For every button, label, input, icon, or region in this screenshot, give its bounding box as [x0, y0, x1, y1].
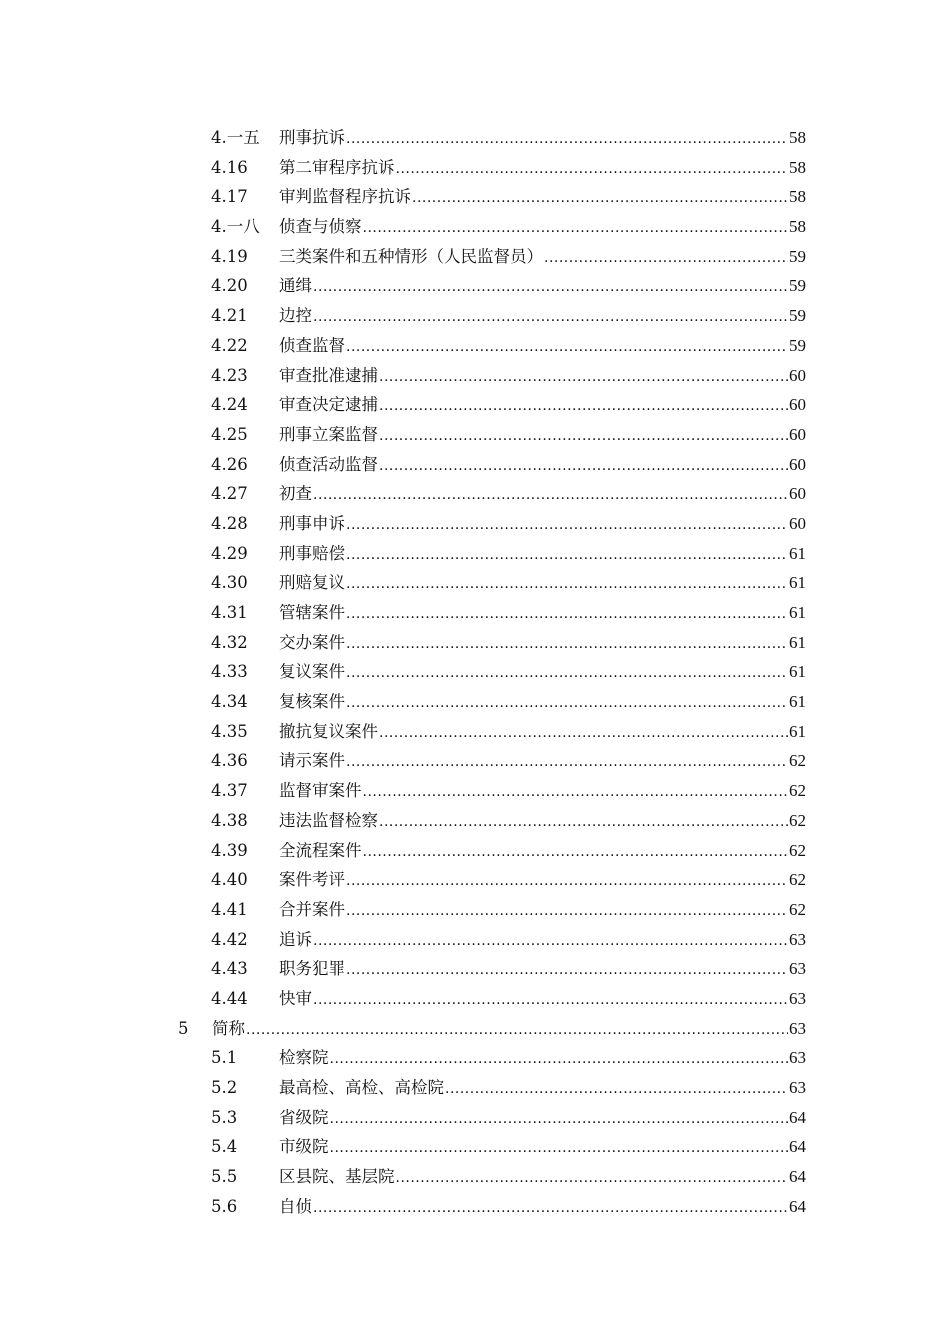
- toc-entry-number: 4.31: [211, 603, 248, 622]
- toc-entry[interactable]: [0, 984, 950, 1014]
- toc-entry-page-number: 61: [789, 632, 806, 652]
- toc-entry-number: 4.25: [211, 424, 248, 444]
- toc-entry-title: 三类案件和五种情形（人民监督员）: [279, 246, 543, 266]
- toc-entry-line: [279, 1192, 806, 1224]
- toc-entry-line: [279, 331, 806, 363]
- dot-leader: [346, 333, 788, 363]
- toc-entry-number: 4.19: [211, 246, 248, 266]
- toc-entry-page-number: 63: [789, 959, 806, 979]
- toc-entry[interactable]: [0, 717, 950, 747]
- toc-entry-line: [279, 598, 806, 630]
- toc-entry-page-number: 58: [789, 128, 806, 147]
- dot-leader: [363, 214, 789, 244]
- dot-leader: [346, 689, 788, 719]
- toc-entry-line: [279, 895, 806, 927]
- toc-entry-title: 审查决定逮捕: [279, 395, 378, 415]
- toc-entry[interactable]: [0, 242, 950, 272]
- dot-leader: [330, 1105, 789, 1135]
- toc-entry-number: 4.21: [211, 306, 248, 326]
- toc-entry-line: [279, 687, 806, 719]
- toc-entry-number: 5.3: [211, 1107, 238, 1127]
- toc-entry-number: 4.32: [211, 632, 248, 652]
- toc-entry-line: [279, 182, 806, 214]
- toc-entry[interactable]: [0, 1103, 950, 1133]
- dot-leader: [379, 452, 788, 482]
- toc-entry-line: [279, 1132, 806, 1164]
- toc-entry-title: 刑赔复议: [279, 573, 345, 593]
- dot-leader: [246, 1016, 788, 1046]
- toc-entry[interactable]: [0, 954, 950, 984]
- toc-entry-page-number: 61: [789, 603, 806, 622]
- toc-entry-number: 4.35: [211, 721, 248, 741]
- toc-entry[interactable]: [0, 153, 950, 183]
- toc-entry-page-number: 60: [789, 484, 806, 504]
- toc-entry-number: 5.4: [211, 1137, 238, 1157]
- toc-entry-number: 4.44: [211, 988, 248, 1008]
- toc-entry-title: 快审: [279, 988, 312, 1008]
- toc-entry-line: [279, 450, 806, 482]
- dot-leader: [346, 897, 788, 927]
- toc-entry-number: 4.41: [211, 899, 248, 919]
- toc-entry-page-number: 63: [789, 1048, 806, 1068]
- toc-entry-title: 追诉: [279, 929, 312, 949]
- dot-leader: [346, 748, 788, 778]
- dot-leader: [346, 570, 788, 600]
- toc-entry-number: 4.36: [211, 751, 248, 771]
- toc-entry-page-number: 62: [789, 810, 806, 830]
- dot-leader: [346, 956, 788, 986]
- toc-entry[interactable]: [0, 390, 950, 420]
- toc-entry-page-number: 60: [789, 454, 806, 474]
- dot-leader: [346, 125, 788, 155]
- toc-entry-line: [279, 539, 806, 571]
- toc-entry-page-number: 60: [789, 365, 806, 385]
- toc-entry-title: 检察院: [279, 1048, 329, 1068]
- toc-entry-line: [279, 123, 806, 155]
- dot-leader: [363, 778, 789, 808]
- toc-entry-title: 侦查与侦察: [279, 217, 362, 237]
- toc-entry-number: 4.43: [211, 959, 248, 979]
- dot-leader: [445, 1075, 788, 1105]
- dot-leader: [313, 1194, 788, 1224]
- toc-entry-line: [279, 1073, 806, 1105]
- toc-entry-page-number: 60: [789, 513, 806, 533]
- toc-entry-title: 刑事抗诉: [279, 128, 345, 147]
- toc-entry-page-number: 64: [789, 1107, 806, 1127]
- toc-entry[interactable]: [0, 657, 950, 687]
- toc-entry-page-number: 58: [789, 187, 806, 207]
- toc-entry-line: [279, 1103, 806, 1135]
- toc-entry[interactable]: [0, 212, 950, 242]
- toc-entry-title: 管辖案件: [279, 603, 345, 622]
- dot-leader: [346, 600, 788, 630]
- toc-entry-line: [279, 301, 806, 333]
- toc-entry[interactable]: [0, 1043, 950, 1073]
- toc-entry-line: [279, 628, 806, 660]
- dot-leader: [363, 838, 789, 868]
- dot-leader: [330, 1045, 789, 1075]
- toc-entry-number: 4.39: [211, 840, 248, 860]
- toc-entry-number: 4.28: [211, 513, 248, 533]
- toc-entry-page-number: 64: [789, 1137, 806, 1157]
- toc-entry-line: [279, 390, 806, 422]
- toc-entry[interactable]: [0, 420, 950, 450]
- dot-leader: [379, 808, 788, 838]
- toc-entry-title: 最高检、高检、高检院: [279, 1078, 444, 1097]
- toc-entry[interactable]: [0, 776, 950, 806]
- toc-entry-line: [279, 865, 806, 897]
- dot-leader: [313, 481, 788, 511]
- toc-entry-page-number: 59: [789, 276, 806, 296]
- toc-entry-number: 4.23: [211, 365, 248, 385]
- toc-entry-title: 请示案件: [279, 751, 345, 771]
- toc-entry-number: 4.34: [211, 692, 248, 712]
- toc-entry-page-number: 61: [789, 721, 806, 741]
- toc-entry-number: 4.26: [211, 454, 248, 474]
- toc-entry-line: [279, 153, 806, 185]
- dot-leader: [544, 244, 788, 274]
- toc-entry-line: [279, 212, 806, 244]
- toc-entry-page-number: 62: [789, 781, 806, 801]
- toc-entry-line: [279, 568, 806, 600]
- toc-entry-title: 监督审案件: [279, 781, 362, 801]
- toc-entry-line: [279, 746, 806, 778]
- toc-entry-line: [279, 984, 806, 1016]
- toc-entry-title: 边控: [279, 306, 312, 326]
- toc-entry-line: [279, 717, 806, 749]
- dot-leader: [379, 392, 788, 422]
- dot-leader: [379, 422, 788, 452]
- toc-entry-page-number: 60: [789, 424, 806, 444]
- toc-entry-number: 4.16: [211, 157, 248, 177]
- toc-entry-number: 4.37: [211, 781, 248, 801]
- dot-leader: [313, 303, 788, 333]
- toc-entry-title: 侦查监督: [279, 335, 345, 355]
- toc-entry[interactable]: [0, 806, 950, 836]
- toc-entry-line: [279, 242, 806, 274]
- toc-entry-number: 4.33: [211, 662, 248, 682]
- toc-entry-title: 案件考评: [279, 870, 345, 890]
- toc-entry-title: 第二审程序抗诉: [279, 157, 395, 177]
- toc-entry-title: 市级院: [279, 1137, 329, 1157]
- dot-leader: [396, 155, 789, 185]
- toc-entry[interactable]: [0, 865, 950, 895]
- toc-entry-page-number: 63: [789, 1078, 806, 1097]
- toc-entry-title: 自侦: [279, 1196, 312, 1216]
- toc-entry[interactable]: [0, 598, 950, 628]
- dot-leader: [379, 363, 788, 393]
- toc-entry-number: 4.38: [211, 810, 248, 830]
- toc-entry[interactable]: [0, 628, 950, 658]
- dot-leader: [346, 659, 788, 689]
- toc-entry-line: [279, 954, 806, 986]
- toc-entry-title: 撤抗复议案件: [279, 721, 378, 741]
- toc-entry-line: [212, 1014, 806, 1046]
- toc-entry-line: [279, 1043, 806, 1075]
- toc-entry-number: 4.29: [211, 543, 248, 563]
- table-of-contents: [0, 123, 950, 1221]
- toc-entry[interactable]: [0, 509, 950, 539]
- toc-entry-title: 刑事申诉: [279, 513, 345, 533]
- toc-entry-page-number: 62: [789, 899, 806, 919]
- toc-entry-title: 省级院: [279, 1107, 329, 1127]
- toc-entry[interactable]: [0, 1014, 950, 1044]
- toc-entry[interactable]: [0, 925, 950, 955]
- toc-entry[interactable]: [0, 836, 950, 866]
- dot-leader: [412, 184, 788, 214]
- dot-leader: [346, 511, 788, 541]
- toc-entry-title: 复核案件: [279, 692, 345, 712]
- toc-entry-page-number: 61: [789, 692, 806, 712]
- dot-leader: [379, 719, 788, 749]
- dot-leader: [313, 273, 788, 303]
- toc-entry-page-number: 62: [789, 870, 806, 890]
- toc-entry-title: 通缉: [279, 276, 312, 296]
- toc-entry-title: 刑事赔偿: [279, 543, 345, 563]
- toc-entry-line: [279, 925, 806, 957]
- toc-entry-line: [279, 1162, 806, 1194]
- toc-entry-number: 4.24: [211, 395, 248, 415]
- toc-entry-title: 区县院、基层院: [279, 1167, 395, 1187]
- toc-entry-number: 5.6: [211, 1196, 238, 1216]
- dot-leader: [313, 986, 788, 1016]
- toc-entry[interactable]: [0, 568, 950, 598]
- toc-entry-title: 全流程案件: [279, 840, 362, 860]
- toc-entry-page-number: 61: [789, 573, 806, 593]
- toc-entry[interactable]: [0, 271, 950, 301]
- dot-leader: [346, 630, 788, 660]
- toc-entry-number: 4.30: [211, 573, 248, 593]
- dot-leader: [396, 1164, 789, 1194]
- dot-leader: [313, 927, 788, 957]
- toc-entry-title: 简称: [212, 1018, 245, 1038]
- toc-entry-page-number: 63: [789, 988, 806, 1008]
- toc-entry-line: [279, 420, 806, 452]
- toc-entry-number: 4.22: [211, 335, 248, 355]
- toc-entry-line: [279, 836, 806, 868]
- toc-entry-title: 合并案件: [279, 899, 345, 919]
- toc-entry[interactable]: [0, 450, 950, 480]
- toc-entry[interactable]: [0, 1162, 950, 1192]
- toc-entry-page-number: 59: [789, 306, 806, 326]
- toc-entry[interactable]: [0, 746, 950, 776]
- toc-entry-page-number: 59: [789, 335, 806, 355]
- toc-entry-page-number: 63: [789, 929, 806, 949]
- toc-entry-number: 4.一八: [211, 217, 260, 237]
- toc-entry-title: 交办案件: [279, 632, 345, 652]
- toc-entry[interactable]: [0, 331, 950, 361]
- toc-entry-line: [279, 509, 806, 541]
- toc-entry-page-number: 61: [789, 662, 806, 682]
- toc-entry[interactable]: [0, 539, 950, 569]
- toc-entry-page-number: 60: [789, 395, 806, 415]
- toc-entry[interactable]: [0, 895, 950, 925]
- toc-entry[interactable]: [0, 1073, 950, 1103]
- toc-entry-title: 职务犯罪: [279, 959, 345, 979]
- toc-entry-number: 4.20: [211, 276, 248, 296]
- dot-leader: [346, 867, 788, 897]
- toc-entry[interactable]: [0, 687, 950, 717]
- toc-entry-number: 5: [178, 1018, 189, 1038]
- toc-entry-page-number: 64: [789, 1167, 806, 1187]
- toc-entry-line: [279, 776, 806, 808]
- toc-entry[interactable]: [0, 123, 950, 153]
- toc-entry-title: 侦查活动监督: [279, 454, 378, 474]
- toc-entry-page-number: 61: [789, 543, 806, 563]
- toc-entry-line: [279, 479, 806, 511]
- toc-entry[interactable]: [0, 301, 950, 331]
- toc-entry[interactable]: [0, 182, 950, 212]
- toc-entry-page-number: 58: [789, 157, 806, 177]
- toc-entry-number: 5.5: [211, 1167, 238, 1187]
- toc-entry-title: 初查: [279, 484, 312, 504]
- toc-entry-page-number: 62: [789, 751, 806, 771]
- toc-entry-title: 审判监督程序抗诉: [279, 187, 411, 207]
- toc-entry-number: 5.1: [211, 1048, 238, 1068]
- dot-leader: [346, 541, 788, 571]
- toc-entry-line: [279, 361, 806, 393]
- toc-entry[interactable]: [0, 1192, 950, 1222]
- toc-entry-line: [279, 806, 806, 838]
- toc-entry-page-number: 62: [789, 840, 806, 860]
- toc-entry-number: 4.27: [211, 484, 248, 504]
- toc-entry-title: 复议案件: [279, 662, 345, 682]
- toc-entry-page-number: 58: [789, 217, 806, 237]
- toc-entry-title: 审查批准逮捕: [279, 365, 378, 385]
- toc-entry-number: 4.42: [211, 929, 248, 949]
- toc-entry-line: [279, 657, 806, 689]
- dot-leader: [330, 1134, 789, 1164]
- toc-entry-number: 4.40: [211, 870, 248, 890]
- toc-entry-title: 刑事立案监督: [279, 424, 378, 444]
- toc-entry-number: 4.一五: [211, 128, 260, 147]
- toc-entry[interactable]: [0, 479, 950, 509]
- toc-entry-page-number: 64: [789, 1196, 806, 1216]
- toc-entry-number: 4.17: [211, 187, 248, 207]
- toc-entry[interactable]: [0, 1132, 950, 1162]
- toc-entry-line: [279, 271, 806, 303]
- toc-entry-number: 5.2: [211, 1078, 238, 1097]
- toc-entry-page-number: 59: [789, 246, 806, 266]
- toc-entry-page-number: 63: [789, 1018, 806, 1038]
- toc-entry[interactable]: [0, 361, 950, 391]
- toc-entry-title: 违法监督检察: [279, 810, 378, 830]
